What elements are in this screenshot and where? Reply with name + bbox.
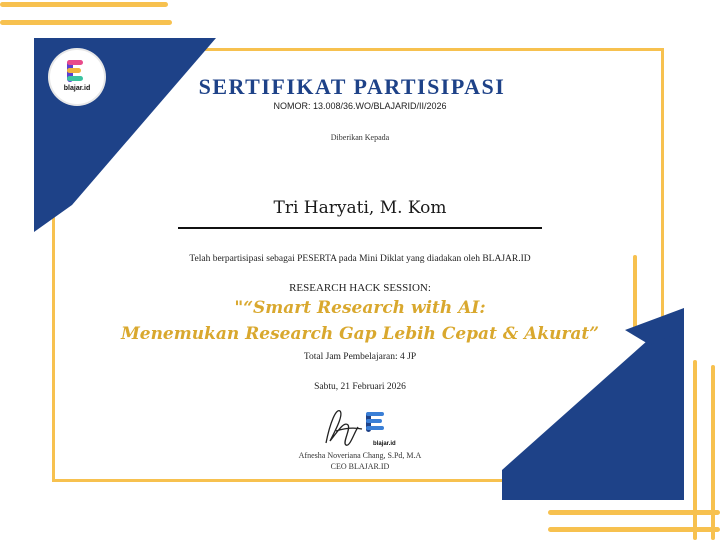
given-to-label: Diberikan Kepada: [330, 133, 390, 142]
session-title-line2: Menemukan Research Gap Lebih Cepat & Akurat”: [120, 324, 600, 344]
certificate-date: Sabtu, 21 Februari 2026: [314, 382, 406, 392]
blajar-stamp-icon: [360, 410, 390, 440]
logo-text: blajar.id: [63, 85, 91, 92]
session-label: RESEARCH HACK SESSION:: [289, 282, 431, 294]
recipient-name: Tri Haryati, M. Kom: [273, 198, 447, 218]
signer-role: CEO BLAJAR.ID: [330, 462, 390, 471]
session-title-line1: "“Smart Research with AI:: [234, 298, 486, 318]
stamp-text: blajar.id: [373, 441, 396, 447]
certificate-number: NOMOR: 13.008/36.WO/BLAJARID/II/2026: [273, 101, 447, 111]
certificate-title: SERTIFIKAT PARTISIPASI: [198, 74, 506, 99]
participation-text: Telah berpartisipasi sebagai PESERTA pada Mini Diklat yang diadakan oleh BLAJAR.ID: [189, 254, 531, 264]
name-underline: [178, 227, 542, 229]
signer-name: Afnesha Noveriana Chang, S.Pd, M.A: [298, 451, 422, 460]
blajar-stamp: [360, 410, 396, 447]
learning-hours: Total Jam Pembelajaran: 4 JP: [303, 352, 417, 362]
